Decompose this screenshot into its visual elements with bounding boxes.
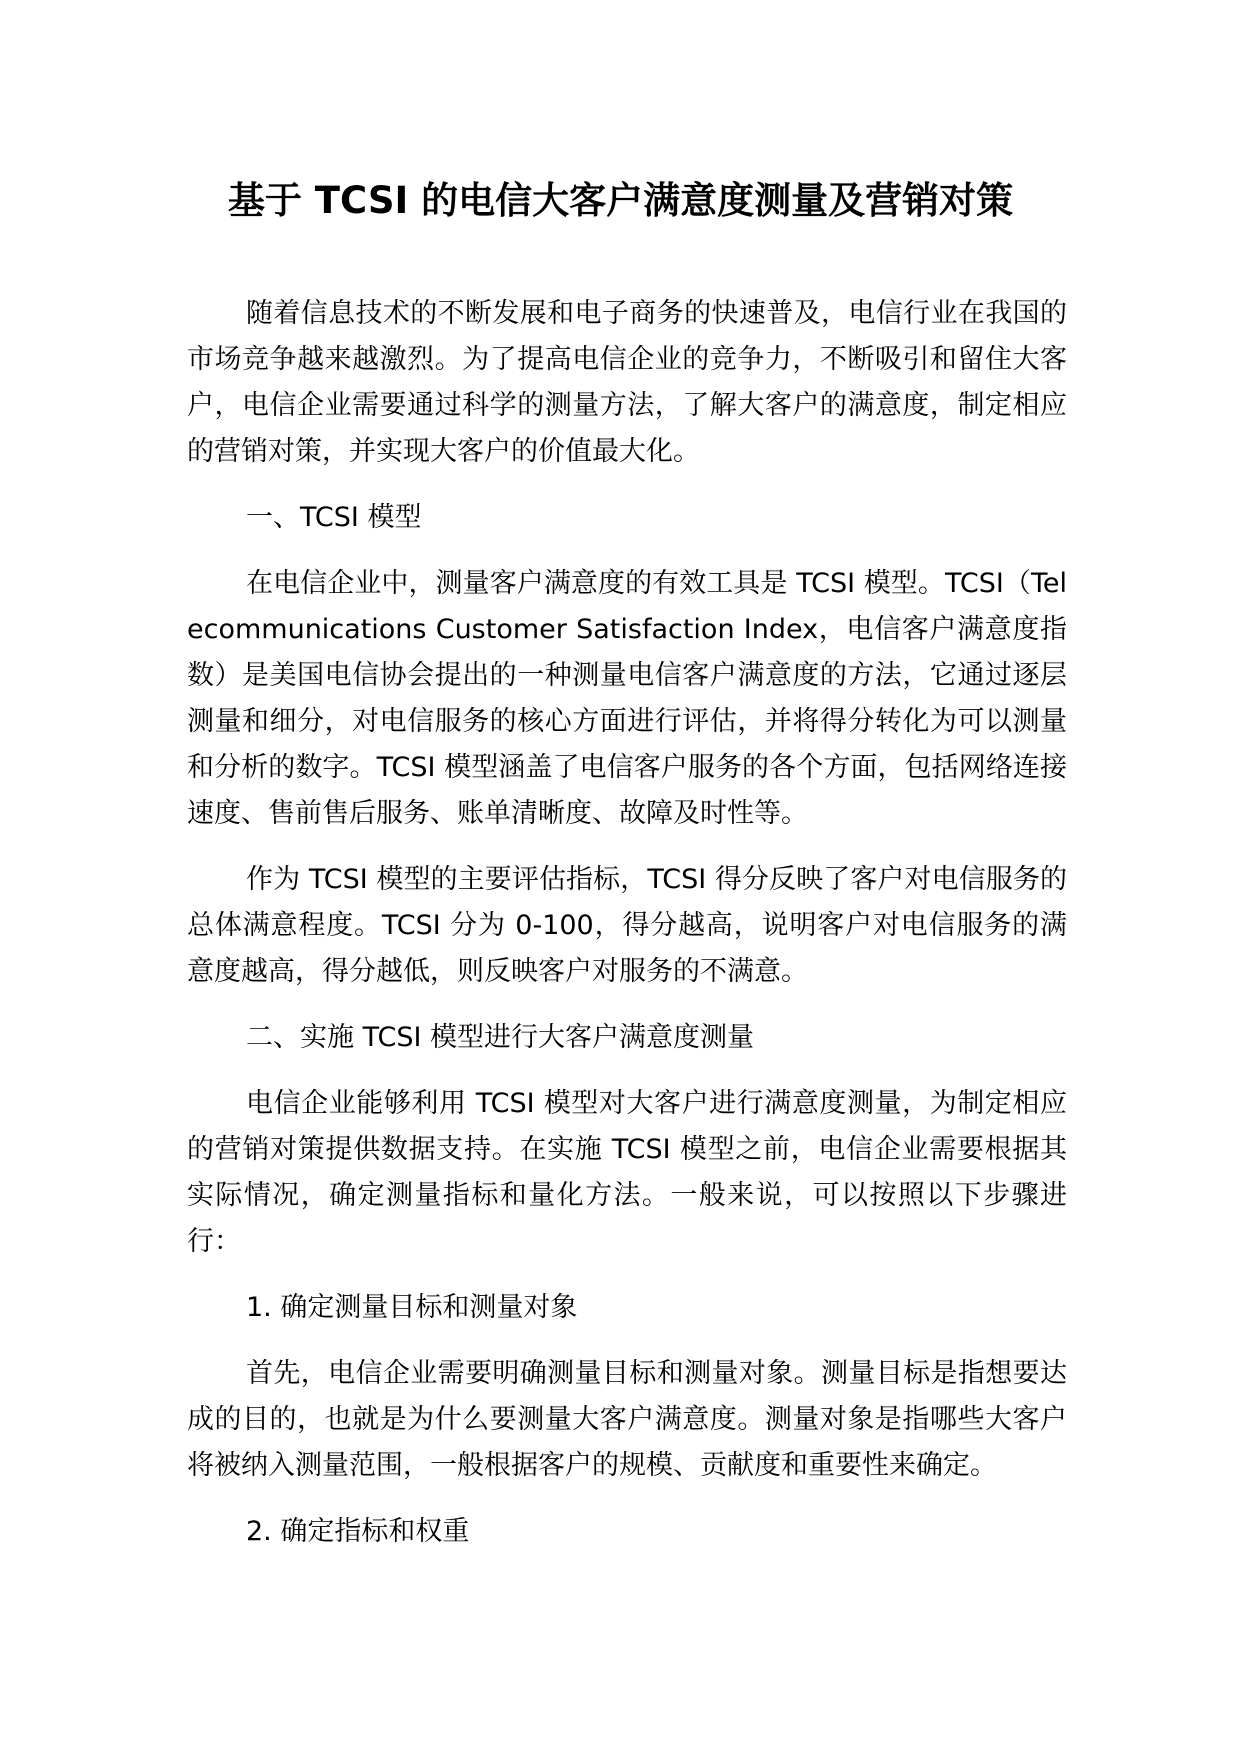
implementation-paragraph: 电信企业能够利用 TCSI 模型对大客户进行满意度测量，为制定相应的营销对策提供数据支持。在实施 TCSI 模型之前，电信企业需要根据其实际情况，确定测量指标和量化方法。一般来说，可以按照以下步骤进行： <box>187 1088 1067 1257</box>
step-heading-1: 1. 确定测量目标和测量对象 <box>246 1292 578 1323</box>
intro-paragraph: 随着信息技术的不断发展和电子商务的快速普及，电信行业在我国的市场竞争越来越激烈。为了提高电信企业的竞争力，不断吸引和留住大客户，电信企业需要通过科学的测量方法，了解大客户的满意度，制定相应的营销对策，并实现大客户的价值最大化。 <box>187 298 1067 467</box>
document-body <box>187 291 1067 1575</box>
document-title: 基于 TCSI 的电信大客户满意度测量及营销对策 <box>227 179 1014 222</box>
section-heading-1: 一、TCSI 模型 <box>246 502 422 533</box>
step-1-paragraph: 首先，电信企业需要明确测量目标和测量对象。测量目标是指想要达成的目的，也就是为什么要测量大客户满意度。测量对象是指哪些大客户将被纳入测量范围，一般根据客户的规模、贡献度和重要性来确定。 <box>187 1358 1067 1481</box>
tcsi-score-paragraph: 作为 TCSI 模型的主要评估指标，TCSI 得分反映了客户对电信服务的总体满意程度。TCSI 分为 0-100，得分越高，说明客户对电信服务的满意度越高，得分越低，则反映客户对服务的不满意。 <box>187 864 1067 987</box>
step-heading-2: 2. 确定指标和权重 <box>246 1516 470 1547</box>
tcsi-definition-paragraph: 在电信企业中，测量客户满意度的有效工具是 TCSI 模型。TCSI（Telecommunications Customer Satisfaction Index，电信客户满意度指数）是美国电信协会提出的一种测量电信客户满意度的方法，它通过逐层测量和细分，对电信服务的核心方面进行评估，并将得分转化为可以测量和分析的数字。TCSI 模型涵盖了电信客户服务的各个方面，包括网络连接速度、售前售后服务、账单清晰度、故障及时性等。 <box>187 568 1067 829</box>
section-heading-2: 二、实施 TCSI 模型进行大客户满意度测量 <box>246 1022 755 1053</box>
